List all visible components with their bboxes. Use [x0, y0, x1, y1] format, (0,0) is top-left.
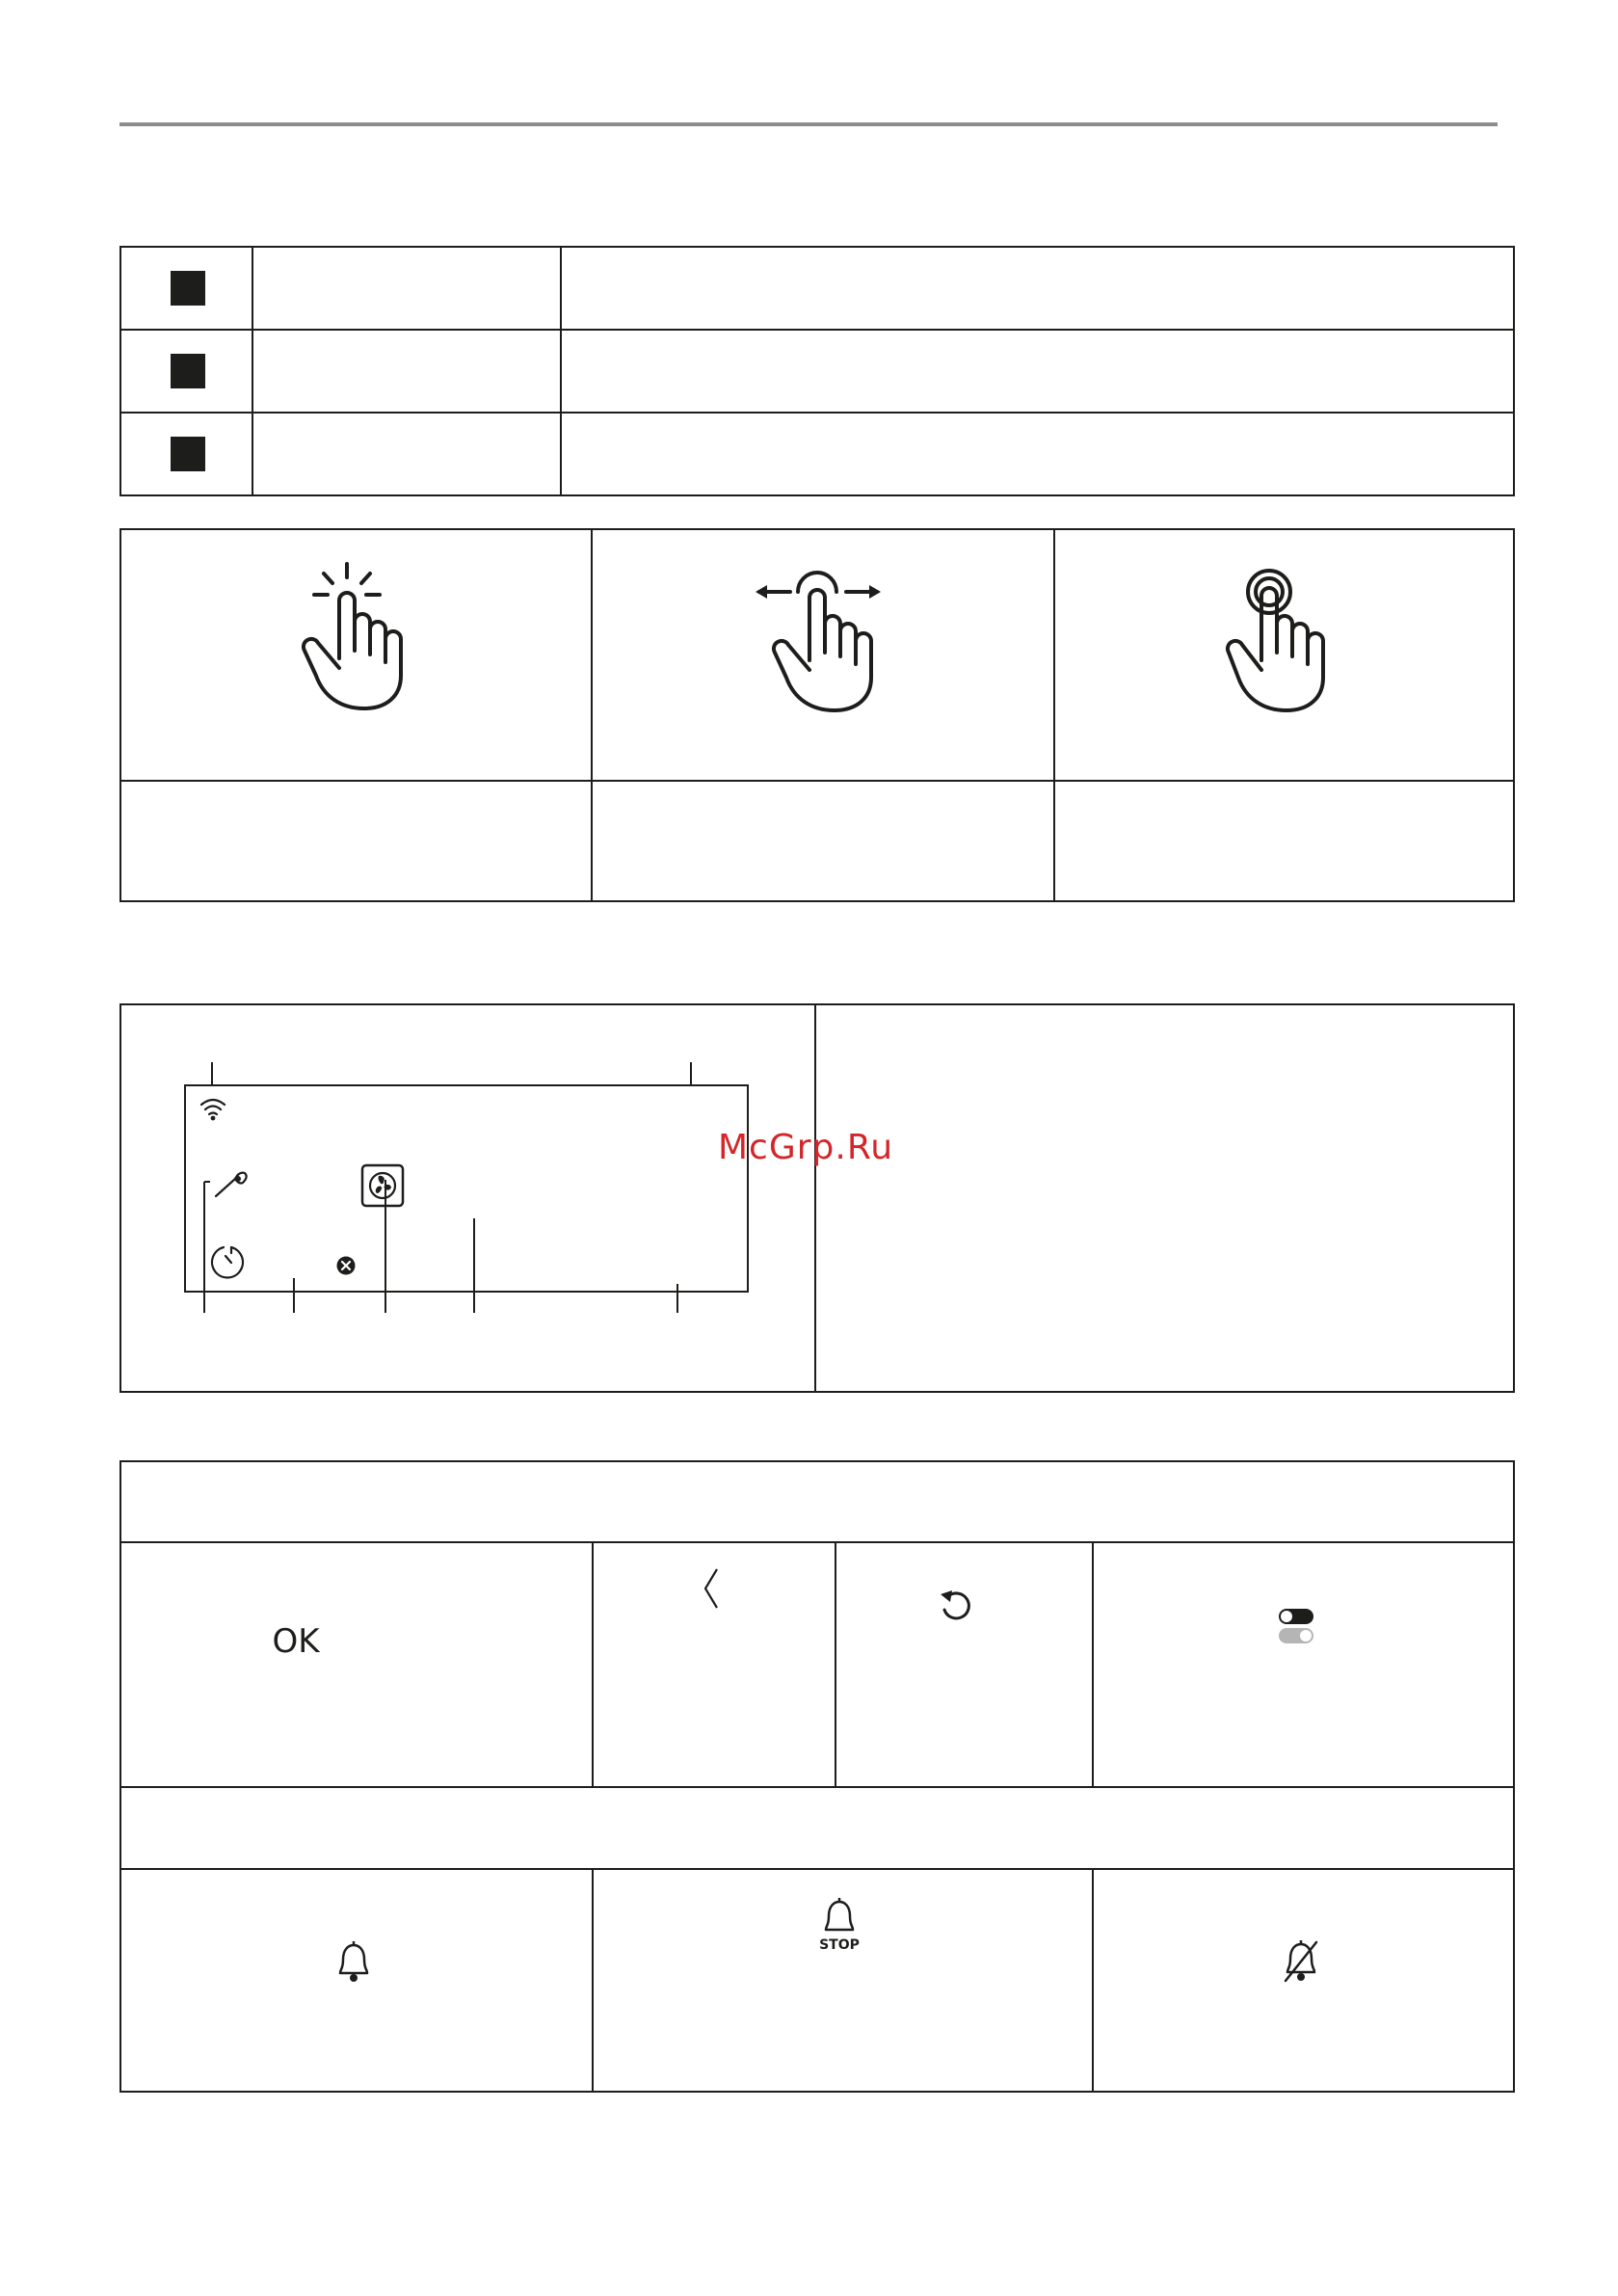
- display-diagram: [173, 1060, 771, 1321]
- gestures-col-divider-2: [1053, 528, 1055, 902]
- cancel-icon: [336, 1256, 356, 1275]
- symbols-table-col-divider-1: [252, 246, 253, 496]
- black-square-symbol: [171, 354, 205, 388]
- undo-icon: [939, 1589, 973, 1625]
- controls-mid-divider-2: [119, 1868, 1515, 1870]
- controls-col-divider-1: [592, 1541, 594, 1786]
- watermark: McGrp.Ru: [718, 1128, 894, 1167]
- long-press-gesture-icon: [1227, 569, 1333, 713]
- symbols-table-row-divider-2: [119, 412, 1515, 414]
- bell-stop-icon: [821, 1897, 858, 1937]
- bell-icon: [335, 1940, 372, 1983]
- controls-col-divider-3: [1092, 1541, 1094, 1786]
- controls-col-divider-2: [835, 1541, 836, 1786]
- display-col-divider: [814, 1003, 816, 1393]
- black-square-symbol: [171, 437, 205, 471]
- symbols-table-row-divider-1: [119, 329, 1515, 331]
- symbols-table-col-divider-2: [560, 246, 562, 496]
- page-top-rule: [119, 122, 1498, 126]
- swipe-gesture-icon: [756, 569, 881, 713]
- controls-mid-divider-1: [119, 1786, 1515, 1788]
- black-square-symbol: [171, 271, 205, 306]
- controls-header-divider: [119, 1541, 1515, 1543]
- symbols-table: [119, 246, 1515, 496]
- alarms-col-divider-1: [592, 1868, 594, 2093]
- back-chevron-icon: [702, 1567, 721, 1610]
- bell-off-icon: [1282, 1938, 1320, 1983]
- timer-icon: [214, 1243, 249, 1280]
- gestures-row-divider: [119, 780, 1515, 782]
- gestures-col-divider-1: [591, 528, 593, 902]
- alarms-col-divider-2: [1092, 1868, 1094, 2093]
- wifi-icon: [199, 1096, 226, 1121]
- tap-gesture-icon: [301, 562, 407, 711]
- toggle-icon: [1277, 1607, 1315, 1645]
- ok-button-label: OK: [272, 1622, 320, 1661]
- fan-mode-icon: [360, 1163, 405, 1208]
- stop-label: STOP: [819, 1937, 860, 1953]
- food-sensor-icon: [214, 1169, 249, 1198]
- controls-table: [119, 1460, 1515, 2093]
